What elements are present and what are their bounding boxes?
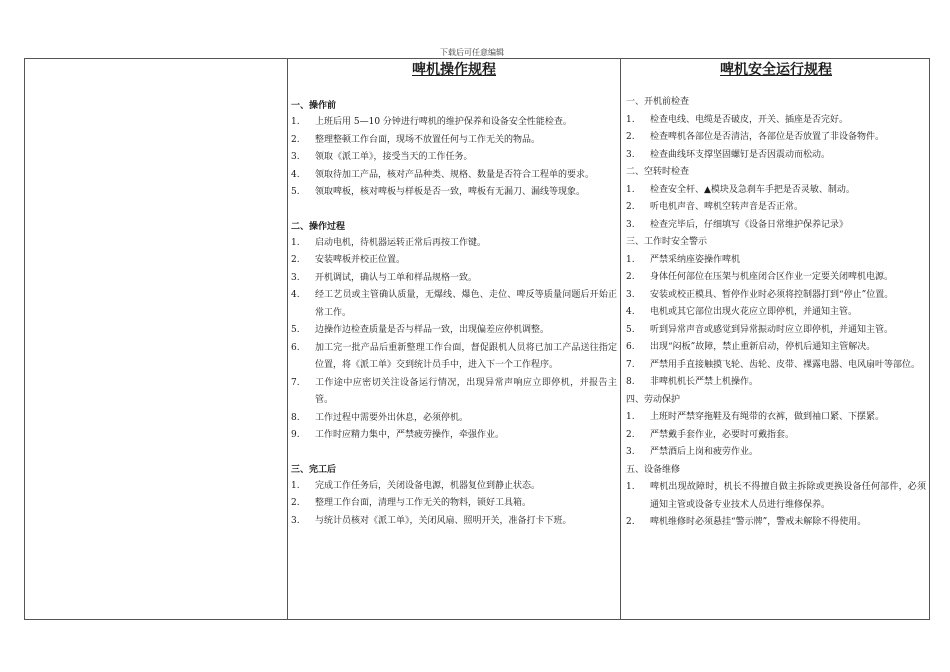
section-heading: 二、空转时检查 [626, 167, 690, 177]
document-table [24, 58, 930, 620]
item-text: 领取《派工单》，接受当天的工作任务。 [315, 152, 473, 162]
list-item [626, 287, 926, 305]
item-text: 领取待加工产品，核对产品种类、规格、数量是否符合工程单的要求。 [315, 169, 595, 180]
item-number: 2. [626, 202, 635, 212]
item-number: 3. [626, 149, 635, 160]
safety-title: 啤机安全运行规程 [720, 62, 832, 78]
item-number: 1. [626, 412, 635, 422]
item-text: 身体任何部位在压架与机座闭合区作业一定要关闭啤机电源。 [650, 272, 894, 282]
list-item [291, 132, 617, 150]
list-item [626, 269, 926, 287]
item-number: 3. [626, 447, 635, 457]
list-item [291, 270, 617, 288]
item-text: 出现“闷板”故障，禁止重新启动，停机后通知主管解决。 [650, 342, 876, 352]
item-text: 开机调试，确认与工单和样品规格一致。 [315, 272, 478, 283]
item-number: 2. [626, 272, 635, 282]
list-item [291, 340, 617, 375]
list-item [626, 147, 926, 165]
item-number: 3. [291, 515, 300, 526]
operation-column [291, 59, 617, 530]
column-divider [620, 59, 621, 619]
item-number: 3. [626, 289, 635, 300]
item-number: 4. [626, 307, 635, 317]
item-number: 4. [291, 169, 300, 180]
item-number: 1. [626, 184, 635, 195]
item-text: 工作时应精力集中，严禁疲劳操作，牵强作业。 [315, 430, 505, 440]
item-number: 1. [291, 237, 300, 248]
list-item [626, 357, 926, 375]
item-number: 8. [626, 377, 635, 387]
item-number: 7. [291, 377, 300, 388]
item-text: 听电机声音、啤机空转声音是否正常。 [650, 202, 804, 212]
list-item [626, 409, 926, 427]
list-item [291, 478, 617, 496]
list-item [291, 167, 617, 185]
item-text: 整理工作台面，清理与工作无关的物料，锁好工具箱。 [315, 498, 532, 508]
list-item [291, 410, 617, 428]
list-item [291, 322, 617, 340]
list-item [626, 252, 926, 270]
item-text: 工作过程中需要外出休息，必须停机。 [315, 412, 469, 423]
list-item [291, 375, 617, 410]
item-text: 整理整顿工作台面，现场不放置任何与工作无关的物品。 [315, 134, 541, 145]
list-item [291, 149, 617, 167]
item-number: 2. [291, 498, 300, 508]
list-item [291, 235, 617, 253]
list-item [626, 129, 926, 147]
item-text: 啤机出现故障时，机长不得擅自做主拆除或更换设备任何部件，必须通知主管或设备专业技术人员进行维修保养。 [650, 482, 926, 510]
item-text: 领取啤板，核对啤板与样板是否一致，啤板有无漏刀、漏线等现象。 [315, 187, 586, 197]
item-number: 6. [291, 342, 300, 353]
item-text: 电机或其它部位出现火花应立即停机，并通知主管。 [650, 307, 858, 317]
list-item [291, 495, 617, 513]
item-text: 加工完一批产品后重新整理工作台面，督促跟机人员将已加工产品送往指定位置，将《派工单》交到统计员手中，进入下一个工作程序。 [315, 342, 617, 370]
operation-title: 啤机操作规程 [412, 62, 496, 78]
item-text: 完成工作任务后，关闭设备电源，机器复位到静止状态。 [315, 480, 541, 491]
section-heading: 一、操作前 [291, 101, 337, 111]
section-gap [291, 202, 617, 219]
item-number: 2. [626, 517, 635, 527]
list-item [626, 322, 926, 340]
list-item [626, 199, 926, 217]
list-item [626, 427, 926, 445]
item-number: 1. [291, 480, 300, 491]
list-item [626, 374, 926, 392]
list-item [291, 114, 617, 132]
list-item [626, 182, 926, 200]
item-number: 7. [626, 359, 635, 370]
item-number: 1. [626, 254, 635, 265]
item-text: 启动电机，待机器运转正常后再按工作键。 [315, 237, 487, 248]
safety-column [626, 59, 926, 532]
list-item [626, 217, 926, 235]
list-item [626, 444, 926, 462]
list-item [291, 513, 617, 531]
item-number: 9. [291, 430, 300, 440]
section-heading: 五、设备维修 [626, 464, 681, 475]
item-text: 经工艺员或主管确认质量，无爆线、爆色、走位、啤反等质量问题后开始正常工作。 [315, 290, 617, 318]
item-text: 非啤机机长严禁上机操作。 [650, 377, 759, 387]
item-text: 上班后用 5—10 分钟进行啤机的维护保养和设备安全性能检查。 [315, 117, 572, 127]
section-heading: 二、操作过程 [291, 221, 346, 232]
item-text: 边操作边检查质量是否与样品一致，出现偏差应停机调整。 [315, 325, 550, 335]
item-text: 严禁用手直接触摸飞轮、齿轮、皮带、裸露电器、电风扇叶等部位。 [650, 359, 921, 370]
item-text: 检查曲线环支撑坚固螺钉是否因震动而松动。 [650, 149, 831, 160]
item-number: 3. [291, 152, 300, 162]
item-number: 2. [291, 134, 300, 145]
item-text: 检查完毕后，仔细填写《设备日常维护保养记录》 [650, 219, 849, 230]
section-heading: 三、工作时安全警示 [626, 237, 708, 247]
header-note: 下载后可任意编辑 [440, 48, 504, 57]
operation-body [291, 98, 617, 530]
item-text: 检查安全杆、▲模块及急刹车手把是否灵敏、制动。 [650, 184, 855, 195]
item-number: 1. [626, 114, 635, 125]
section-heading: 四、劳动保护 [626, 394, 681, 405]
item-text: 工作途中应密切关注设备运行情况，出现异常声响应立即停机，并报告主管。 [315, 377, 617, 405]
item-number: 1. [626, 482, 635, 492]
item-number: 2. [626, 429, 635, 440]
item-number: 2. [626, 132, 635, 142]
section-heading: 一、开机前检查 [626, 97, 690, 107]
list-item [626, 514, 926, 532]
item-text: 安装啤板并校正位置。 [315, 255, 406, 265]
item-number: 3. [291, 272, 300, 283]
list-item [291, 252, 617, 270]
list-item [291, 184, 617, 202]
item-text: 严禁采纳座姿操作啤机 [650, 254, 741, 265]
item-number: 3. [626, 219, 635, 230]
item-number: 2. [291, 255, 300, 265]
section-heading: 三、完工后 [291, 464, 337, 475]
section-gap [291, 445, 617, 462]
item-text: 听到异常声音或感觉到异常振动时应立即停机，并通知主管。 [650, 324, 894, 335]
item-text: 安装或校正模具、暂停作业时必须将控制器打到“停止”位置。 [650, 289, 894, 300]
list-item [626, 304, 926, 322]
column-divider [287, 59, 288, 619]
safety-body [626, 94, 926, 532]
item-number: 5. [626, 324, 635, 335]
item-number: 6. [626, 342, 635, 352]
list-item [626, 479, 926, 514]
item-number: 5. [291, 187, 300, 197]
item-text: 严禁酒后上岗和疲劳作业。 [650, 447, 759, 457]
item-text: 上班时严禁穿拖鞋及有绳带的衣裤，做到袖口紧、下摆紧。 [650, 412, 885, 422]
list-item [291, 287, 617, 322]
item-text: 检查电线、电缆是否破皮，开关、插座是否完好。 [650, 114, 849, 125]
item-number: 1. [291, 117, 300, 127]
list-item [291, 427, 617, 445]
item-number: 8. [291, 412, 300, 423]
list-item [626, 339, 926, 357]
item-text: 严禁戴手套作业，必要时可戴指套。 [650, 429, 795, 440]
list-item [626, 112, 926, 130]
item-text: 啤机维修时必须悬挂“警示牌”，警戒未解除不得使用。 [650, 517, 867, 527]
item-text: 检查啤机各部位是否清洁，各部位是否放置了非设备物件。 [650, 132, 885, 142]
item-text: 与统计员核对《派工单》，关闭风扇、照明开关，准备打卡下班。 [315, 515, 572, 526]
item-number: 5. [291, 325, 300, 335]
item-number: 4. [291, 290, 300, 300]
